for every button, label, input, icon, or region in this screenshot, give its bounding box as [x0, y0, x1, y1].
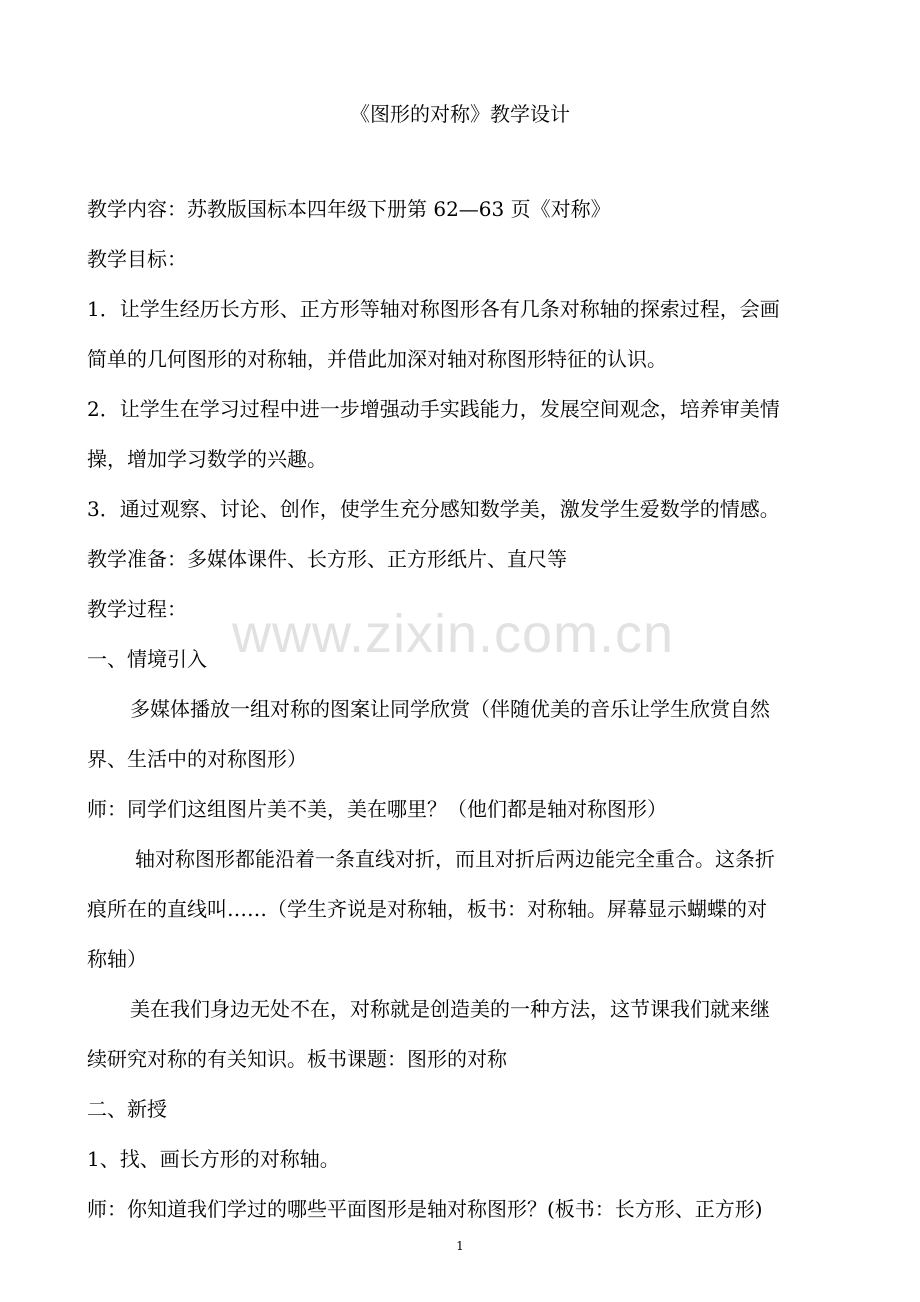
goal-1-line-2: 简单的几何图形的对称轴，并借此加深对轴对称图形特征的认识。 — [87, 347, 667, 371]
teacher-question-line: 师：你知道我们学过的哪些平面图形是轴对称图形？(板书：长方形、正方形) — [87, 1197, 763, 1221]
paragraph-line: 称轴） — [87, 947, 147, 971]
document-title: 《图形的对称》教学设计 — [350, 102, 570, 126]
paragraph-line: 美在我们身边无处不在，对称就是创造美的一种方法，这节课我们就来继 — [130, 997, 770, 1021]
teacher-question-line: 师：同学们这组图片美不美，美在哪里？（他们都是轴对称图形） — [87, 797, 667, 821]
teaching-preparation-line: 教学准备：多媒体课件、长方形、正方形纸片、直尺等 — [87, 547, 567, 571]
section-1-heading: 一、情境引入 — [87, 647, 207, 671]
page-number: 1 — [456, 1239, 464, 1253]
teaching-process-heading: 教学过程： — [87, 597, 187, 621]
goal-2-line-2: 操，增加学习数学的兴趣。 — [87, 447, 327, 471]
paragraph-line: 界、生活中的对称图形） — [87, 747, 307, 771]
goal-2-line-1: 2．让学生在学习过程中进一步增强动手实践能力，发展空间观念，培养审美情 — [87, 397, 780, 421]
section-2-heading: 二、新授 — [87, 1097, 167, 1121]
goal-1-line-1: 1．让学生经历长方形、正方形等轴对称图形各有几条对称轴的探索过程，会画 — [87, 297, 780, 321]
goal-3-line: 3．通过观察、讨论、创作，使学生充分感知数学美，激发学生爱数学的情感。 — [87, 497, 780, 521]
paragraph-line: 续研究对称的有关知识。板书课题：图形的对称 — [87, 1047, 507, 1071]
teaching-content-line: 教学内容：苏教版国标本四年级下册第 62—63 页《对称》 — [87, 197, 611, 221]
paragraph-line: 痕所在的直线叫……（学生齐说是对称轴，板书：对称轴。屏幕显示蝴蝶的对 — [87, 897, 767, 921]
paragraph-line: 轴对称图形都能沿着一条直线对折，而且对折后两边能完全重合。这条折 — [135, 847, 775, 871]
teaching-goals-heading: 教学目标： — [87, 247, 187, 271]
watermark: www.zixin.com.cn — [232, 604, 675, 664]
paragraph-line: 多媒体播放一组对称的图案让同学欣赏（伴随优美的音乐让学生欣赏自然 — [130, 697, 770, 721]
subsection-1-heading: 1、找、画长方形的对称轴。 — [87, 1147, 340, 1171]
